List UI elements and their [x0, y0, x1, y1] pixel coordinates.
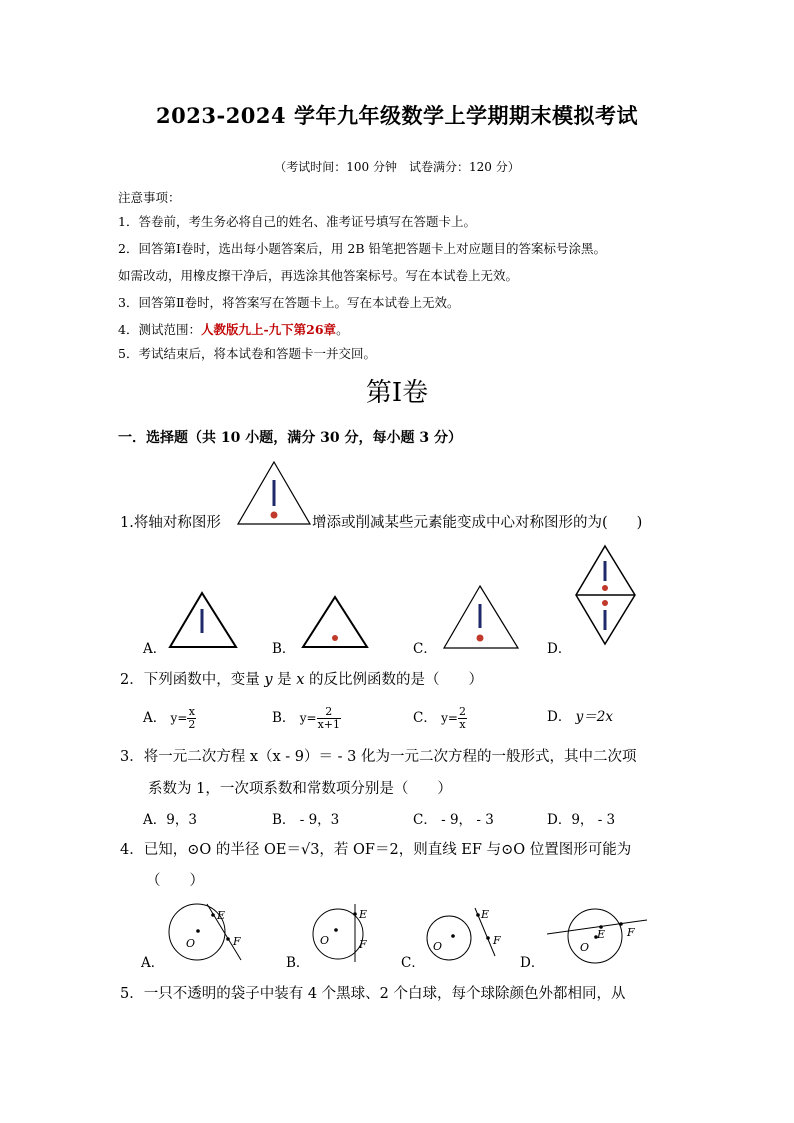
- note-item-5: 5．考试结束后，将本试卷和答题卡一并交回。: [118, 346, 376, 361]
- q4-b-label-f: F: [359, 938, 367, 951]
- q4-line-2: （ ）: [146, 873, 204, 889]
- q3-option-d[interactable]: D．9， - 3: [547, 812, 616, 828]
- q2-var-x: x: [296, 672, 305, 688]
- q4-option-a-figure: [165, 900, 255, 964]
- q2-var-y: y: [264, 672, 273, 688]
- q2-text-c: 的反比例函数的是（ ）: [304, 672, 484, 688]
- q5-line-1: 5．一只不透明的袋子中装有 4 个黑球、2 个白球，每个球除颜色外都相同，从: [120, 986, 626, 1002]
- q4-option-b-figure: [310, 900, 390, 964]
- q3-option-b[interactable]: B． - 9，3: [272, 812, 340, 828]
- q4-c-label-f: F: [493, 934, 501, 947]
- q4-option-d-figure: [545, 900, 655, 964]
- q2-option-b-fraction: [317, 706, 341, 731]
- q1-option-d[interactable]: D．: [547, 641, 572, 657]
- q1-option-a[interactable]: A．: [143, 641, 167, 657]
- q1-option-a-figure: [168, 591, 248, 649]
- q2-option-a[interactable]: [143, 706, 196, 731]
- q1-suffix: 增添或削减某些元素能变成中心对称图形的为( ): [312, 515, 643, 531]
- volume-title: 第Ⅰ卷: [365, 378, 429, 408]
- note-item-2: 2．回答第Ⅰ卷时，选出每小题答案后，用 2B 铅笔把答题卡上对应题目的答案标号涂黑。: [118, 241, 606, 256]
- q4-line-1: 4．已知，⊙O 的半径 OE＝√3，若 OF＝2，则直线 EF 与⊙O 位置图形可能为: [120, 842, 632, 858]
- q1-source-figure: [236, 460, 312, 526]
- q2-option-c-label: C．: [413, 710, 437, 726]
- q2-stem: [120, 668, 483, 689]
- q3-line-2: 系数为 1，一次项系数和常数项分别是（ ）: [148, 781, 452, 797]
- q1-option-b[interactable]: B．: [272, 641, 296, 657]
- page-title: 2023-2024 学年九年级数学上学期期末模拟考试: [156, 103, 638, 128]
- note-item-1: 1．答卷前，考生务必将自己的姓名、准考证号填写在答题卡上。: [118, 214, 476, 229]
- q4-d-label-e: E: [597, 928, 606, 941]
- q4-c-label-e: E: [481, 908, 490, 921]
- q2-option-d-expr: y＝2x: [575, 709, 613, 725]
- q4-d-label-o: O: [580, 941, 590, 954]
- q1-option-b-figure: [301, 595, 371, 649]
- q4-option-c-figure: [425, 900, 515, 964]
- q2-option-a-num: x: [188, 705, 195, 718]
- q4-option-a[interactable]: A．: [141, 955, 165, 971]
- q4-a-label-f: F: [233, 935, 241, 948]
- note-item-3: 3．回答第Ⅱ卷时，将答案写在答题卡上。写在本试卷上无效。: [118, 295, 460, 310]
- note-item-4: [118, 320, 349, 338]
- q2-option-c-fraction: [458, 706, 467, 731]
- q2-option-d[interactable]: [547, 705, 613, 725]
- q2-option-a-fraction: [187, 706, 196, 731]
- q2-option-b-den: x+1: [317, 718, 340, 731]
- q4-a-label-e: E: [217, 909, 226, 922]
- q4-b-label-e: E: [359, 908, 368, 921]
- q2-option-c-den: x: [459, 718, 466, 731]
- q2-option-b-label: B．: [272, 710, 296, 726]
- q1-option-c-figure: [442, 584, 522, 650]
- test-range-highlight: 人教版九上-九下第26章: [200, 322, 337, 337]
- note-item-4-prefix: 4．测试范围：: [118, 322, 201, 337]
- q3-option-a[interactable]: A．9，3: [143, 812, 197, 828]
- q4-option-c[interactable]: C．: [401, 955, 425, 971]
- q2-option-c-lhs: y=: [441, 711, 458, 725]
- q2-option-d-label: D．: [547, 709, 572, 725]
- note-item-2-cont: 如需改动，用橡皮擦干净后，再选涂其他答案标号。写在本试卷上无效。: [118, 268, 519, 283]
- q2-option-a-label: A．: [143, 710, 167, 726]
- section-heading: 一．选择题（共 10 小题，满分 30 分，每小题 3 分）: [118, 430, 462, 446]
- q2-text-a: 2．下列函数中，变量: [120, 672, 265, 688]
- q4-d-label-f: F: [627, 926, 635, 939]
- notes-heading: 注意事项：: [118, 190, 181, 205]
- q2-option-b-lhs: y=: [299, 711, 317, 725]
- q1-prefix: 1.将轴对称图形: [120, 515, 221, 531]
- q2-option-a-den: 2: [188, 718, 196, 731]
- q3-line-1: 3．将一元二次方程 x（x - 9）＝ - 3 化为一元二次方程的一般形式，其中二次项: [120, 749, 637, 765]
- q4-option-d[interactable]: D．: [520, 955, 545, 971]
- exam-subtitle: （考试时间：100 分钟 试卷满分：120 分）: [274, 160, 520, 174]
- q2-option-b-num: 2: [317, 706, 341, 719]
- q2-option-c[interactable]: [413, 706, 467, 731]
- q2-option-a-lhs: y=: [170, 711, 188, 725]
- note-item-4-suffix: 。: [336, 322, 349, 337]
- q3-option-c[interactable]: C． - 9， - 3: [413, 812, 494, 828]
- q4-a-label-o: O: [186, 937, 196, 950]
- q4-option-b[interactable]: B．: [286, 955, 310, 971]
- q2-option-c-num: 2: [458, 705, 466, 718]
- q1-option-d-figure: [575, 545, 639, 647]
- q4-c-label-o: O: [433, 940, 443, 953]
- q1-option-c[interactable]: C．: [413, 641, 437, 657]
- q4-b-label-o: O: [320, 934, 330, 947]
- q2-text-b: 是: [272, 672, 297, 688]
- q2-option-b[interactable]: [272, 706, 341, 731]
